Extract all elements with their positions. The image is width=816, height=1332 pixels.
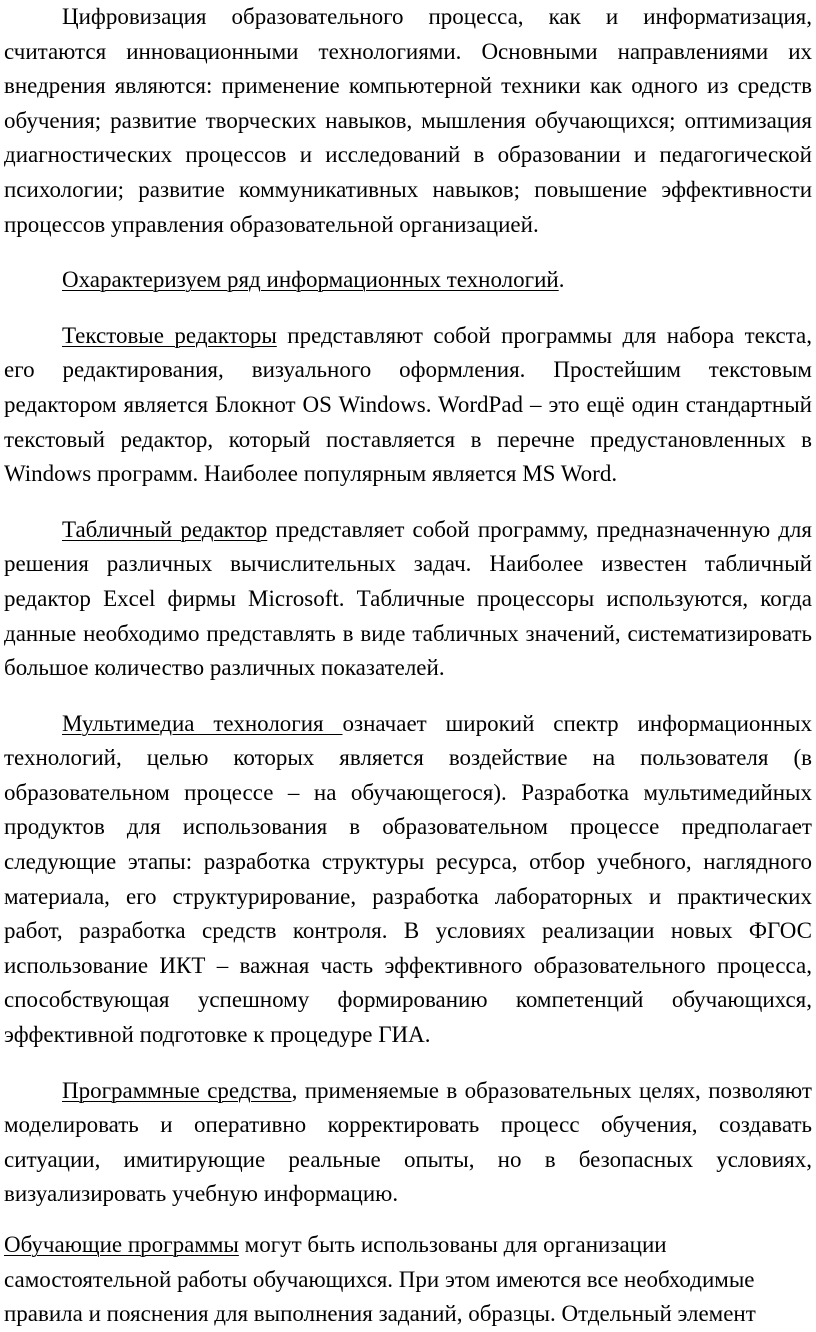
paragraph-training-line-2: самостоятельной работы обучающихся. При этом имеются все необходимые: [4, 1266, 755, 1292]
paragraph-spreadsheet: [4, 513, 812, 686]
term-text-editors: Текстовые редакторы: [62, 322, 277, 348]
paragraph-characterize: [4, 263, 812, 298]
paragraph-multimedia: [4, 707, 812, 1053]
term-multimedia-technology: Мультимедиа технология: [62, 710, 343, 736]
paragraph-software: [4, 1074, 812, 1212]
document-page: [4, 0, 812, 1327]
paragraph-training-programs: [4, 1228, 812, 1332]
paragraph-training-line-1: могут быть использованы для организации: [238, 1232, 667, 1257]
paragraph-software-text: , применяемые в образовательных целях, позволяют моделировать и оперативно корректировать процесс обучения, создавать ситуации, имитирующие реальные опыты, но в безопасных условиях, визуализировать учебную информацию.: [4, 1077, 812, 1207]
paragraph-intro: [4, 0, 812, 242]
paragraph-text-editors: [4, 319, 812, 492]
term-training-programs: Обучающие программы: [4, 1232, 239, 1257]
paragraph-characterize-text: .: [558, 267, 565, 293]
paragraph-spreadsheet-text: представляет собой программу, предназначенную для решения различных вычислительных задач. Наиболее известен табличный редактор Excel фирмы Microsoft. Табличные процессоры используются, когда данные необходимо представлять в виде табличных значений, систематизировать большое количество различных показателей.: [4, 516, 812, 681]
term-software-tools: Программные средства: [62, 1077, 292, 1103]
paragraph-training-line-3: правила и пояснения для выполнения заданий, образцы. Отдельный элемент: [4, 1301, 756, 1327]
paragraph-intro-text: Цифровизация образовательного процесса, как и информатизация, считаются инновационными технологиями. Основными направлениями их внедрения являются: применение компьютерной техники как одного из средств обучения; развитие творческих навыков, мышления обучающихся; оптимизация диагностических процессов и исследований в образовании и педагогической психологии; развитие коммуникативных навыков; повышение эффективности процессов управления образовательной организацией.: [4, 4, 812, 237]
term-spreadsheet-editor: Табличный редактор: [62, 516, 268, 542]
heading-info-technologies: Охарактеризуем ряд информационных технологий: [62, 267, 559, 293]
paragraph-multimedia-text: означает широкий спектр информационных технологий, целью которых является воздействие на пользователя (в образовательном процессе – на обучающегося). Разработка мультимедийных продуктов для использования в образовательном процессе предполагает следующие этапы: разработка структуры ресурса, отбор учебного, наглядного материала, его структурирование, разработка лабораторных и практических работ, разработка средств контроля. В условиях реализации новых ФГОС использование ИКТ – важная часть эффективного образовательного процесса, способствующая успешному формированию компетенций обучающихся, эффективной подготовке к процедуре ГИА.: [4, 710, 812, 1048]
paragraph-text-editors-text: представляют собой программы для набора текста, его редактирования, визуального оформления. Простейшим текстовым редактором является Блокнот OS Windows. WordPad – это ещё один стандартный текстовый редактор, который поставляется в перечне предустановленных в Windows программ. Наиболее популярным является MS Word.: [4, 322, 812, 487]
